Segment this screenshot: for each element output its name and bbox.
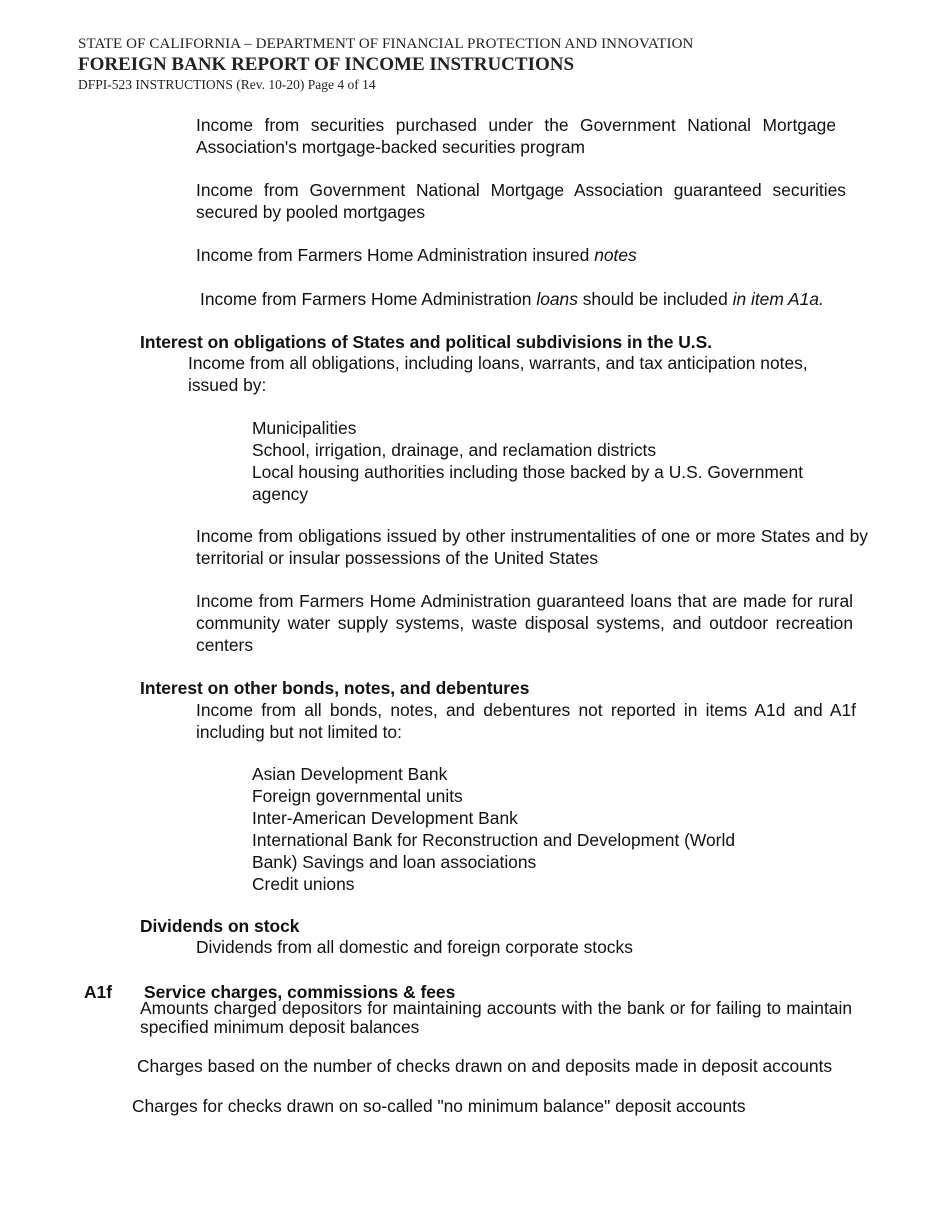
text-segment: should be included bbox=[577, 289, 733, 309]
paragraph-bonds-intro: Income from all bonds, notes, and debentures not reported in items A1d and A1f including but not limited to: bbox=[196, 700, 856, 742]
list-item: Inter-American Development Bank bbox=[252, 808, 518, 828]
text-segment: Income from Farmers Home Administration insured bbox=[196, 245, 595, 265]
list-item: Municipalities bbox=[252, 418, 357, 438]
paragraph-gnma-guaranteed: Income from Government National Mortgage Association guaranteed securities secured by pooled mortgages bbox=[196, 180, 846, 222]
heading-states-obligations: Interest on obligations of States and political subdivisions in the U.S. bbox=[140, 332, 713, 352]
paragraph-fmha-notes bbox=[196, 244, 637, 266]
list-item: Credit unions bbox=[252, 874, 355, 894]
paragraph-gnma-mbs: Income from securities purchased under the Government National Mortgage Association's mortgage-backed securities program bbox=[196, 115, 836, 157]
paragraph-check-charges: Charges based on the number of checks drawn on and deposits made in deposit accounts bbox=[137, 1056, 833, 1076]
page-header bbox=[78, 34, 693, 94]
heading-other-bonds: Interest on other bonds, notes, and debentures bbox=[140, 678, 530, 698]
form-reference: DFPI-523 INSTRUCTIONS (Rev. 10-20) Page 4 of 14 bbox=[78, 77, 376, 92]
paragraph-service-charges-intro: Amounts charged depositors for maintaining accounts with the bank or for failing to maintain specified minimum deposit balances bbox=[140, 998, 852, 1037]
paragraph-states-intro: Income from all obligations, including loans, warrants, and tax anticipation notes, issued by: bbox=[188, 353, 808, 395]
list-item: Foreign governmental units bbox=[252, 786, 463, 806]
list-item: Local housing authorities including those backed by a U.S. Government agency bbox=[252, 462, 804, 504]
list-item: School, irrigation, drainage, and reclamation districts bbox=[252, 440, 657, 460]
paragraph-no-minimum-charges: Charges for checks drawn on so-called "no minimum balance" deposit accounts bbox=[132, 1096, 746, 1116]
text-segment: Income from Farmers Home Administration bbox=[200, 289, 537, 309]
document-title: FOREIGN BANK REPORT OF INCOME INSTRUCTIONS bbox=[78, 54, 575, 75]
bond-issuers-list bbox=[252, 763, 767, 895]
list-item: Asian Development Bank bbox=[252, 764, 448, 784]
paragraph-dividends: Dividends from all domestic and foreign corporate stocks bbox=[196, 937, 633, 957]
heading-service-charges: Service charges, commissions & fees bbox=[144, 982, 456, 1002]
emphasis-notes: notes bbox=[594, 245, 637, 265]
paragraph-other-instrumentalities: Income from obligations issued by other instrumentalities of one or more States and by territorial or insular possessions of the United States bbox=[196, 526, 868, 568]
paragraph-fmha-loans bbox=[200, 288, 824, 310]
item-code: A1f bbox=[84, 982, 113, 1002]
agency-name: STATE OF CALIFORNIA – DEPARTMENT OF FINANCIAL PROTECTION AND INNOVATION bbox=[78, 36, 694, 52]
paragraph-fmha-guaranteed-loans: Income from Farmers Home Administration guaranteed loans that are made for rural community water supply systems, waste disposal systems, and outdoor recreation centers bbox=[196, 591, 853, 655]
heading-dividends: Dividends on stock bbox=[140, 916, 300, 936]
issuers-list bbox=[252, 417, 837, 505]
emphasis-item-ref: in item A1a. bbox=[732, 289, 824, 309]
emphasis-loans: loans bbox=[536, 289, 578, 309]
list-item: International Bank for Reconstruction and Development (World Bank) Savings and loan associations bbox=[252, 830, 736, 872]
